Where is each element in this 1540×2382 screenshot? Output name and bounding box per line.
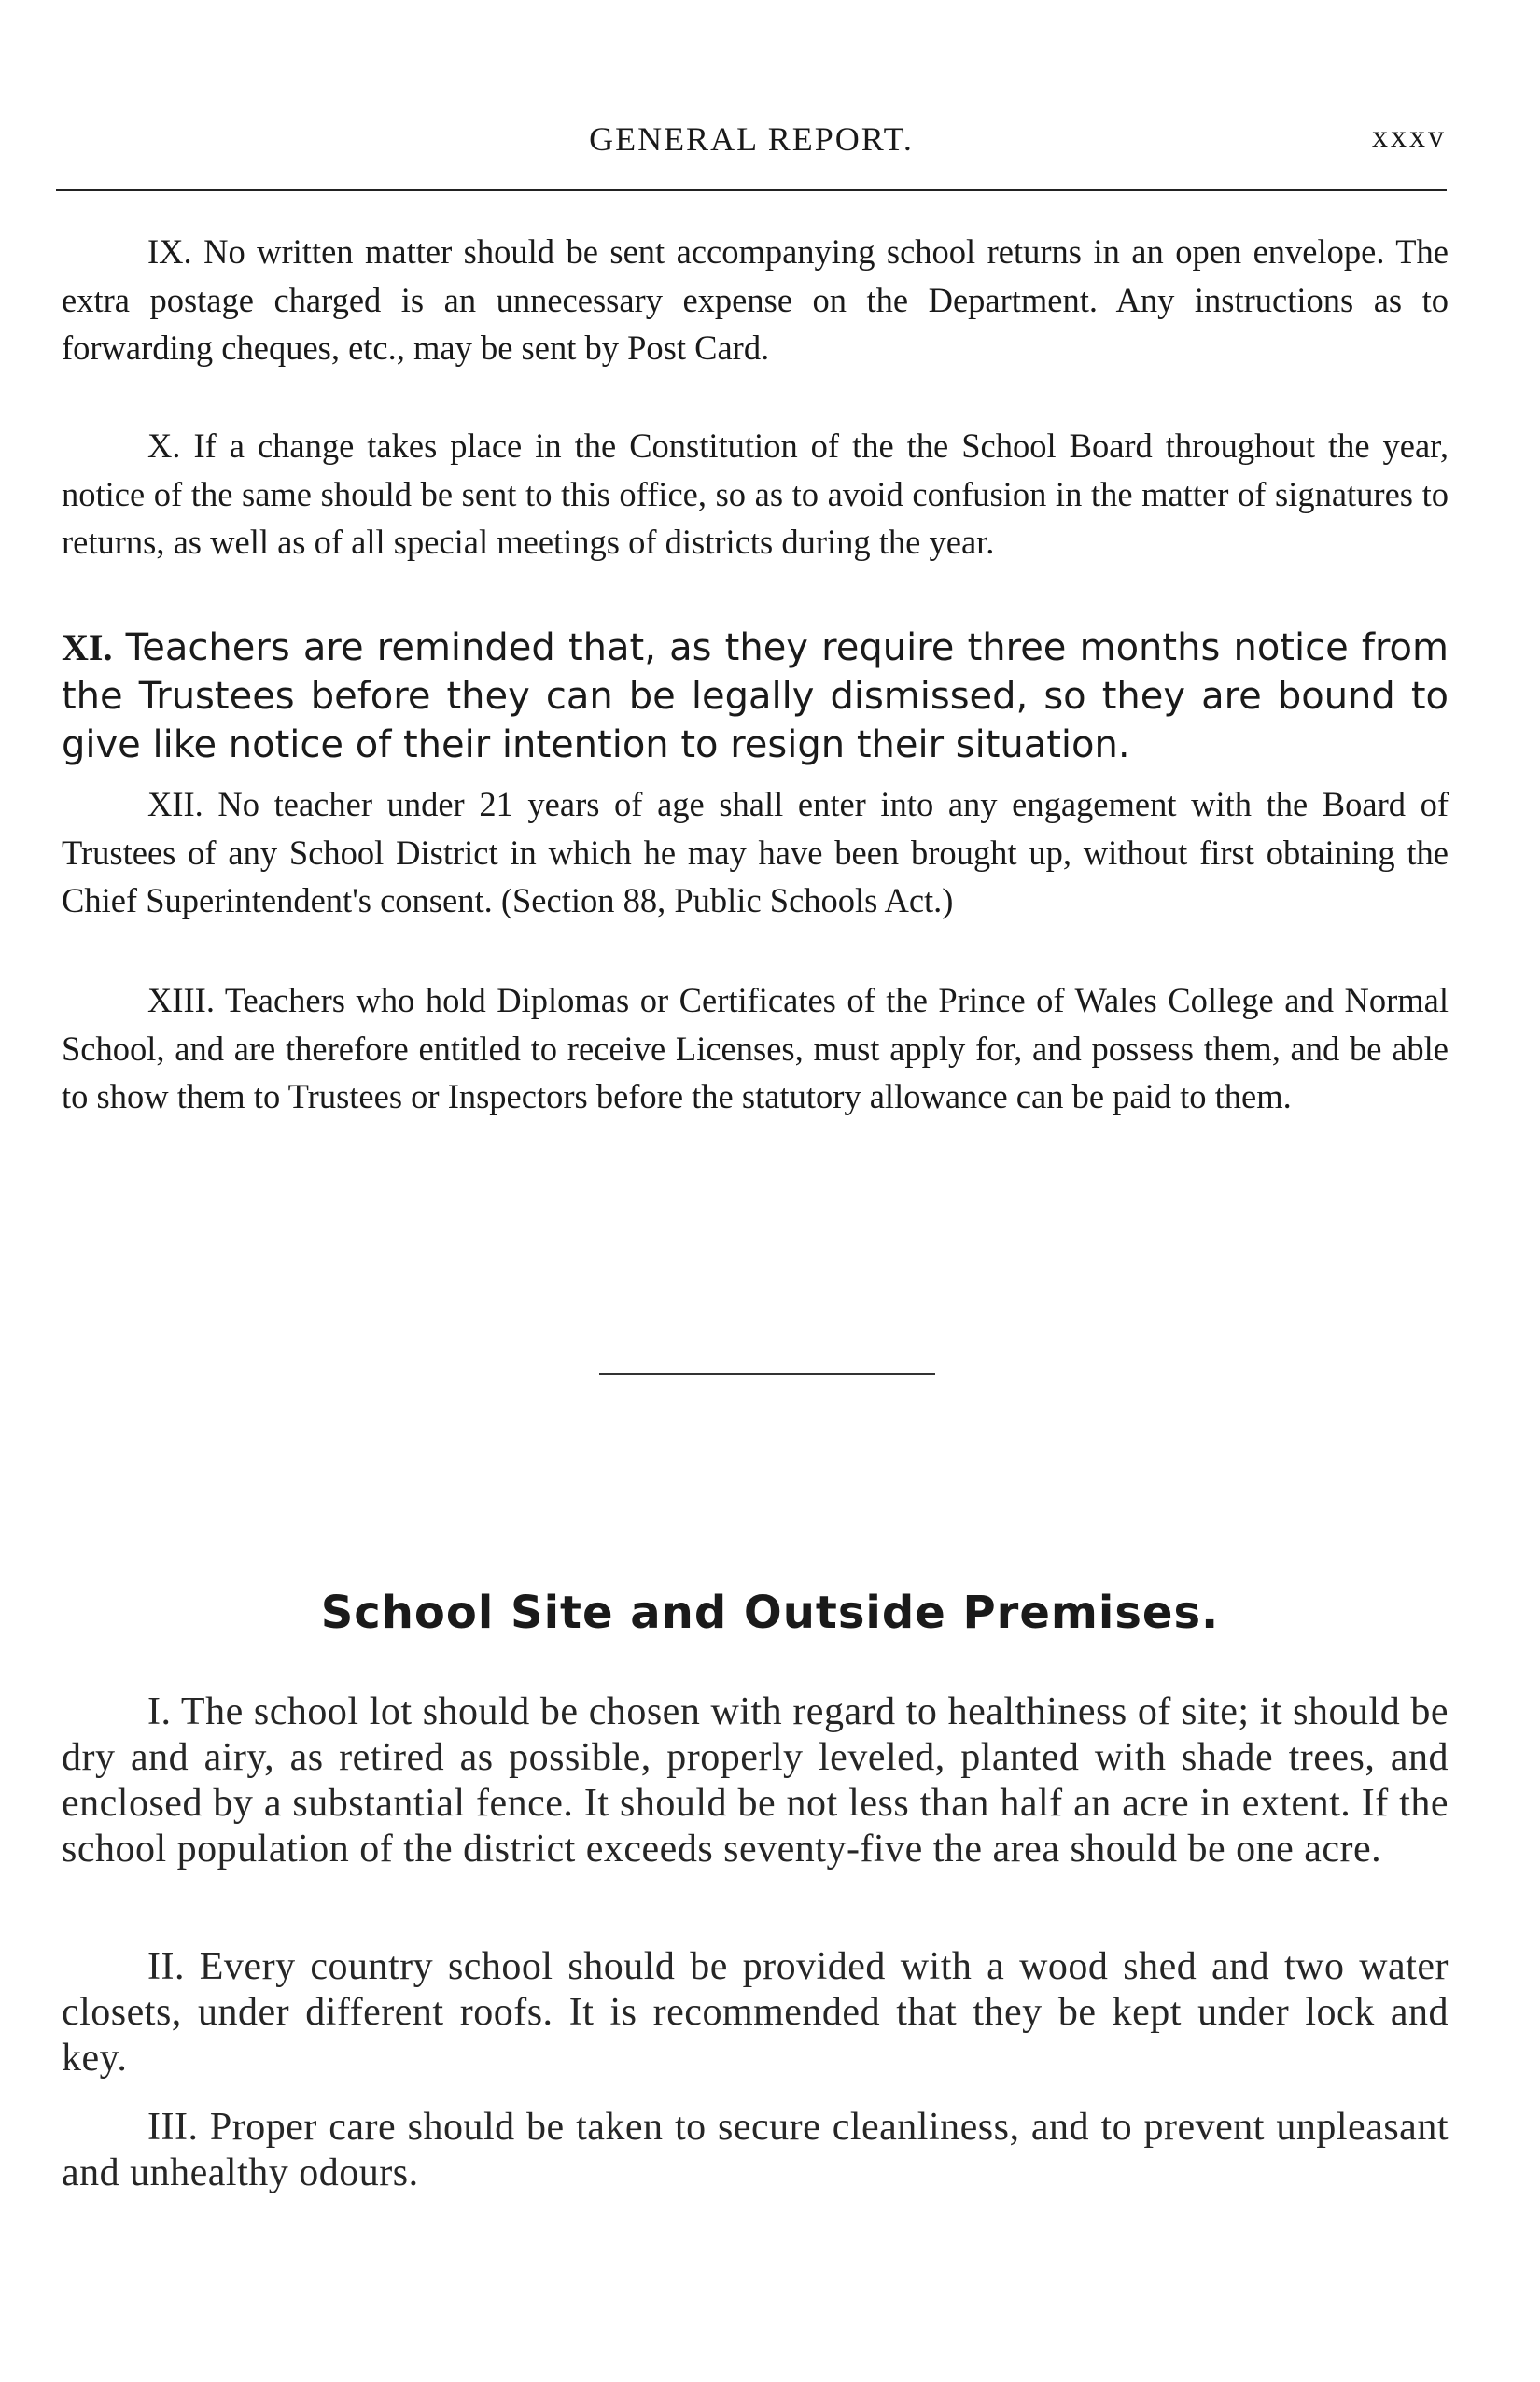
paragraph — [62, 228, 1449, 372]
paragraph-x — [62, 422, 1449, 567]
paragraph — [62, 422, 1449, 567]
section-paragraph-i — [62, 1689, 1449, 1872]
paragraph-ix — [62, 228, 1449, 372]
section-paragraph-ii — [62, 1944, 1449, 2081]
paragraph-numeral: I. — [147, 1690, 172, 1733]
paragraph-xiii — [62, 976, 1449, 1121]
section-paragraph-iii — [62, 2105, 1449, 2196]
paragraph — [62, 624, 1449, 769]
paragraph-numeral: X. — [147, 427, 181, 465]
paragraph-text: Every country school should be provided with a wood shed and two water closets, under different roofs. It is recommended that they be kept under lock and key. — [62, 1945, 1449, 2080]
paragraph-text: If a change takes place in the Constitution of the the School Board throughout the year, notice of the same should be sent to this office, so as to avoid confusion in the matter of signatures to returns, as well as of all special meetings of districts during the year. — [62, 427, 1449, 561]
paragraph-text: No teacher under 21 years of age shall enter into any engagement with the Board of Trustees of any School District in which he may have been brought up, without first obtaining the Chief Superintendent's consent. (Section 88, Public Schools Act.) — [62, 785, 1449, 919]
paragraph — [62, 976, 1449, 1121]
paragraph-numeral: XII. — [147, 785, 203, 823]
paragraph-text: Teachers are reminded that, as they require three months notice from the Trustees before they can be legally dismissed, so they are bound to give like notice of their intention to resign their situation. — [62, 626, 1449, 766]
paragraph-text: Proper care should be taken to secure cleanliness, and to prevent unpleasant and unhealthy odours. — [62, 2106, 1449, 2194]
paragraph — [62, 1689, 1449, 1872]
paragraph-text: No written matter should be sent accompanying school returns in an open envelope. The extra postage charged is an unnecessary expense on the Department. Any instructions as to forwarding cheques, etc., may be sent by Post Card. — [62, 232, 1449, 367]
paragraph-numeral: III. — [147, 2106, 199, 2149]
paragraph — [62, 2105, 1449, 2196]
header-rule — [56, 189, 1447, 191]
running-title: GENERAL REPORT. — [589, 120, 914, 158]
section-divider — [599, 1373, 935, 1375]
paragraph-numeral: XIII. — [147, 981, 215, 1019]
paragraph-xi — [62, 624, 1449, 769]
page-header — [56, 110, 1447, 166]
paragraph-text: Teachers who hold Diplomas or Certificates of the Prince of Wales College and Normal School, and are therefore entitled to receive Licenses, must apply for, and possess them, and be able to show them to Trustees or Inspectors before the statutory allowance can be paid to them. — [62, 981, 1449, 1115]
paragraph-numeral: II. — [147, 1945, 185, 1988]
paragraph-numeral: XI. — [62, 626, 113, 668]
paragraph — [62, 780, 1449, 925]
paragraph-numeral: IX. — [147, 232, 192, 271]
section-heading: School Site and Outside Premises. — [320, 1587, 1220, 1639]
paragraph — [62, 1944, 1449, 2081]
page-number: xxxv — [1372, 119, 1447, 154]
paragraph-xii — [62, 780, 1449, 925]
paragraph-text: The school lot should be chosen with regard to healthiness of site; it should be dry and airy, as retired as possible, properly leveled, planted with shade trees, and enclosed by a substantial fence. It should be not less than half an acre in extent. If the school population of the district exceeds seventy-five the area should be one acre. — [62, 1690, 1449, 1871]
